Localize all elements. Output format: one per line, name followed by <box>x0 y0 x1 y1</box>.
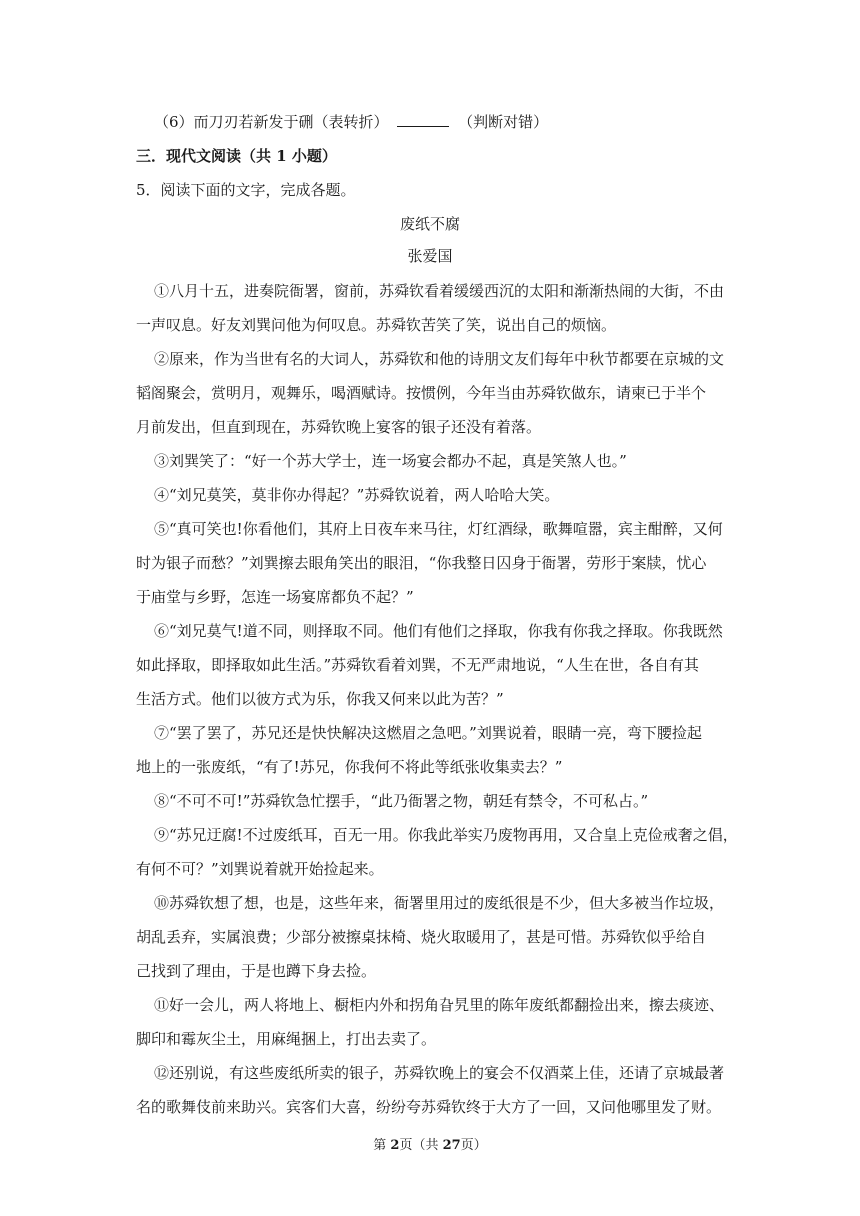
article-line: 名的歌舞伎前来助兴。宾客们大喜，纷纷夸苏舜钦终于大方了一回，又问他哪里发了财。 <box>136 1098 722 1116</box>
article-line: ⑤“真可笑也!你看他们，其府上日夜车来马往，灯红酒绿，歌舞喧嚣，宾主酣醉，又何 <box>154 520 723 538</box>
article-title: 废纸不腐 <box>399 215 460 233</box>
footer-text: 页） <box>460 1138 487 1153</box>
article-line: 己找到了理由，于是也蹲下身去捡。 <box>136 962 377 980</box>
section-title: 三．现代文阅读（共 1 小题） <box>136 147 337 165</box>
article-line: 如此择取，即择取如此生活。”苏舜钦看着刘巽，不无严肃地说，“人生在世，各自有其 <box>136 656 699 674</box>
article-line: ③刘巽笑了：“好一个苏大学士，连一场宴会都办不起，真是笑煞人也。” <box>154 452 627 470</box>
article-line: 地上的一张废纸，“有了!苏兄，你我何不将此等纸张收集卖去？” <box>136 758 563 776</box>
article-line: 韬阁聚会，赏明月，观舞乐，喝酒赋诗。按惯例，今年当由苏舜钦做东，请柬已于半个 <box>136 384 707 402</box>
footer-text: 页（共 <box>399 1138 443 1153</box>
footer-text: 第 <box>373 1138 391 1153</box>
question-6-text: （6）而刀刃若新发于硎（表转折） <box>154 113 389 131</box>
article-line: 时为银子而愁？”刘巽擦去眼角笑出的眼泪，“你我整日囚身于衙署，劳形于案牍，忧心 <box>136 554 707 572</box>
article-line: ②原来，作为当世有名的大词人，苏舜钦和他的诗朋文友们每年中秋节都要在京城的文 <box>154 350 725 368</box>
footer-total-pages: 27 <box>442 1138 461 1153</box>
question-6-suffix: （判断对错） <box>458 113 549 131</box>
article-line: 胡乱丢弃，实属浪费；少部分被擦桌抹椅、烧火取暖用了，甚是可惜。苏舜钦似乎给自 <box>136 928 707 946</box>
article-line: ⑪好一会儿，两人将地上、橱柜内外和拐角旮旯里的陈年废纸都翻捡出来，擦去痰迹、 <box>154 996 725 1014</box>
article-line: ⑨“苏兄迂腐!不过废纸耳，百无一用。你我此举实乃废物再用，又合皇上克俭戒奢之倡， <box>154 826 738 844</box>
article-line: ⑥“刘兄莫气!道不同，则择取不同。他们有他们之择取，你我有你我之择取。你我既然 <box>154 622 723 640</box>
article-line: 月前发出，但直到现在，苏舜钦晚上宴客的银子还没有着落。 <box>136 418 542 436</box>
article-line: 有何不可？”刘巽说着就开始捡起来。 <box>136 860 384 878</box>
article-line: 一声叹息。好友刘巽问他为何叹息。苏舜钦苦笑了笑，说出自己的烦恼。 <box>136 316 617 334</box>
article-line: ⑧“不可不可!”苏舜钦急忙摆手，“此乃衙署之物，朝廷有禁令，不可私占。” <box>154 792 649 810</box>
article-line: 于庙堂与乡野，怎连一场宴席都负不起？” <box>136 588 414 606</box>
article-line: 生活方式。他们以彼方式为乐，你我又何来以此为苦？” <box>136 690 504 708</box>
article-author: 张爱国 <box>407 247 453 265</box>
article-line: ⑦“罢了罢了，苏兄还是快快解决这燃眉之急吧。”刘巽说着，眼睛一亮，弯下腰捡起 <box>154 724 702 742</box>
article-line: ④“刘兄莫笑，莫非你办得起？”苏舜钦说着，两人哈哈大笑。 <box>154 486 560 504</box>
page-footer <box>0 1137 860 1155</box>
article-line: ⑫还别说，有这些废纸所卖的银子，苏舜钦晚上的宴会不仅酒菜上佳，还请了京城最著 <box>154 1064 725 1082</box>
article-line: ①八月十五，进奏院衙署，窗前，苏舜钦看着缓缓西沉的太阳和渐渐热闹的大街，不由 <box>154 282 725 300</box>
footer-page-number: 2 <box>390 1138 400 1153</box>
question-5-prompt: 5．阅读下面的文字，完成各题。 <box>136 181 356 199</box>
answer-blank[interactable] <box>397 112 449 127</box>
question-6-line <box>154 112 754 132</box>
article-line: ⑩苏舜钦想了想，也是，这些年来，衙署里用过的废纸很是不少，但大多被当作垃圾， <box>154 894 725 912</box>
article-line: 脚印和霉灰尘土，用麻绳捆上，打出去卖了。 <box>136 1030 437 1048</box>
